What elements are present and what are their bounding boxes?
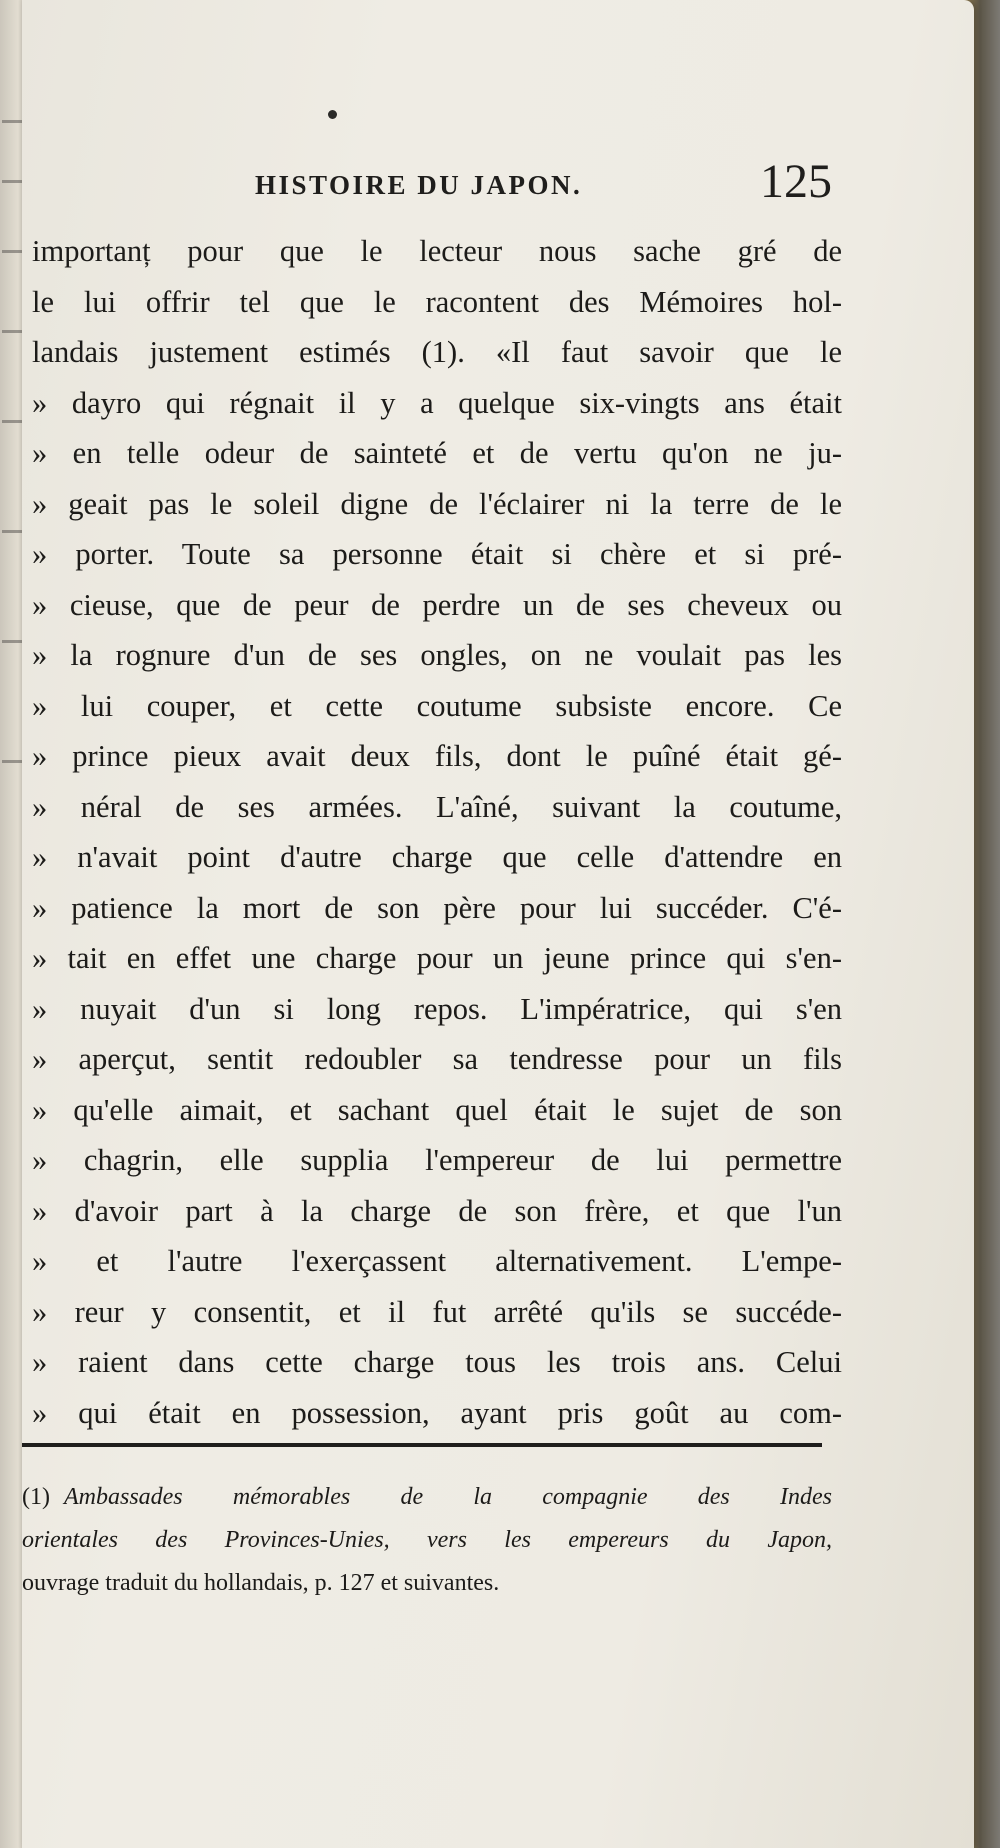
footnote-line-2: orientales des Provinces-Unies, vers les empereurs du Japon, [22,1527,832,1553]
footnote-marker: (1) [22,1484,50,1510]
text-line: » lui couper, et cette coutume subsiste encore. Ce [32,688,842,723]
text-line: » aperçut, sentit redoubler sa tendresse pour un fils [32,1042,842,1076]
text-line: » prince pieux avait deux fils, dont le puîné était gé- [32,739,842,773]
text-line: » tait en effet une charge pour un jeune prince qui s'en- [32,941,842,975]
running-head [22,150,974,230]
text-line: » la rognure d'un de ses ongles, on ne voulait pas les [32,638,842,672]
text-line: » en telle odeur de sainteté et de vertu qu'on ne ju- [32,436,842,470]
text-line: » dayro qui régnait il y a quelque six-vingts ans était [32,385,842,420]
text-line: » n'avait point d'autre charge que celle d'attendre en [32,840,842,874]
text-line: importanț pour que le lecteur nous sache gré de [32,234,842,268]
text-line: » reur y consentit, et il fut arrêté qu'ils se succéde- [32,1294,842,1329]
text-line: le lui offrir tel que le racontent des Mémoires hol- [32,284,842,319]
footnote-rule [22,1443,822,1447]
ink-speck [328,110,337,119]
text-line: » qu'elle aimait, et sachant quel était le sujet de son [32,1092,842,1127]
book-page [22,0,974,1848]
footnote-line-1 [22,1476,832,1519]
text-line: » nuyait d'un si long repos. L'impératrice, qui s'en [32,991,842,1026]
text-line: » d'avoir part à la charge de son frère, et que l'un [32,1193,842,1228]
text-line: » cieuse, que de peur de perdre un de ses cheveux ou [32,587,842,622]
text-line: » patience la mort de son père pour lui succéder. C'é- [32,890,842,925]
text-line: » et l'autre l'exerçassent alternativement. L'empe- [32,1244,842,1278]
text-line: » néral de ses armées. L'aîné, suivant la coutume, [32,789,842,824]
text-line: » porter. Toute sa personne était si chère et si pré- [32,537,842,571]
text-line: » geait pas le soleil digne de l'éclairer ni la terre de le [32,486,842,521]
footnote-citation-1: Ambassades mémorables de la compagnie des Indes [63,1484,832,1510]
running-title: HISTOIRE DU JAPON. [255,170,583,200]
footnote [22,1476,832,1605]
text-line: » raient dans cette charge tous les trois ans. Celui [32,1345,842,1379]
footnote-line-3: ouvrage traduit du hollandais, p. 127 et suivantes. [22,1570,500,1596]
text-line: » chagrin, elle supplia l'empereur de lui permettre [32,1143,842,1177]
text-line: » qui était en possession, ayant pris goût au com- [32,1395,842,1430]
text-line: landais justement estimés (1). «Il faut savoir que le [32,335,842,369]
body-text [32,226,842,1438]
page-number: 125 [760,155,832,208]
